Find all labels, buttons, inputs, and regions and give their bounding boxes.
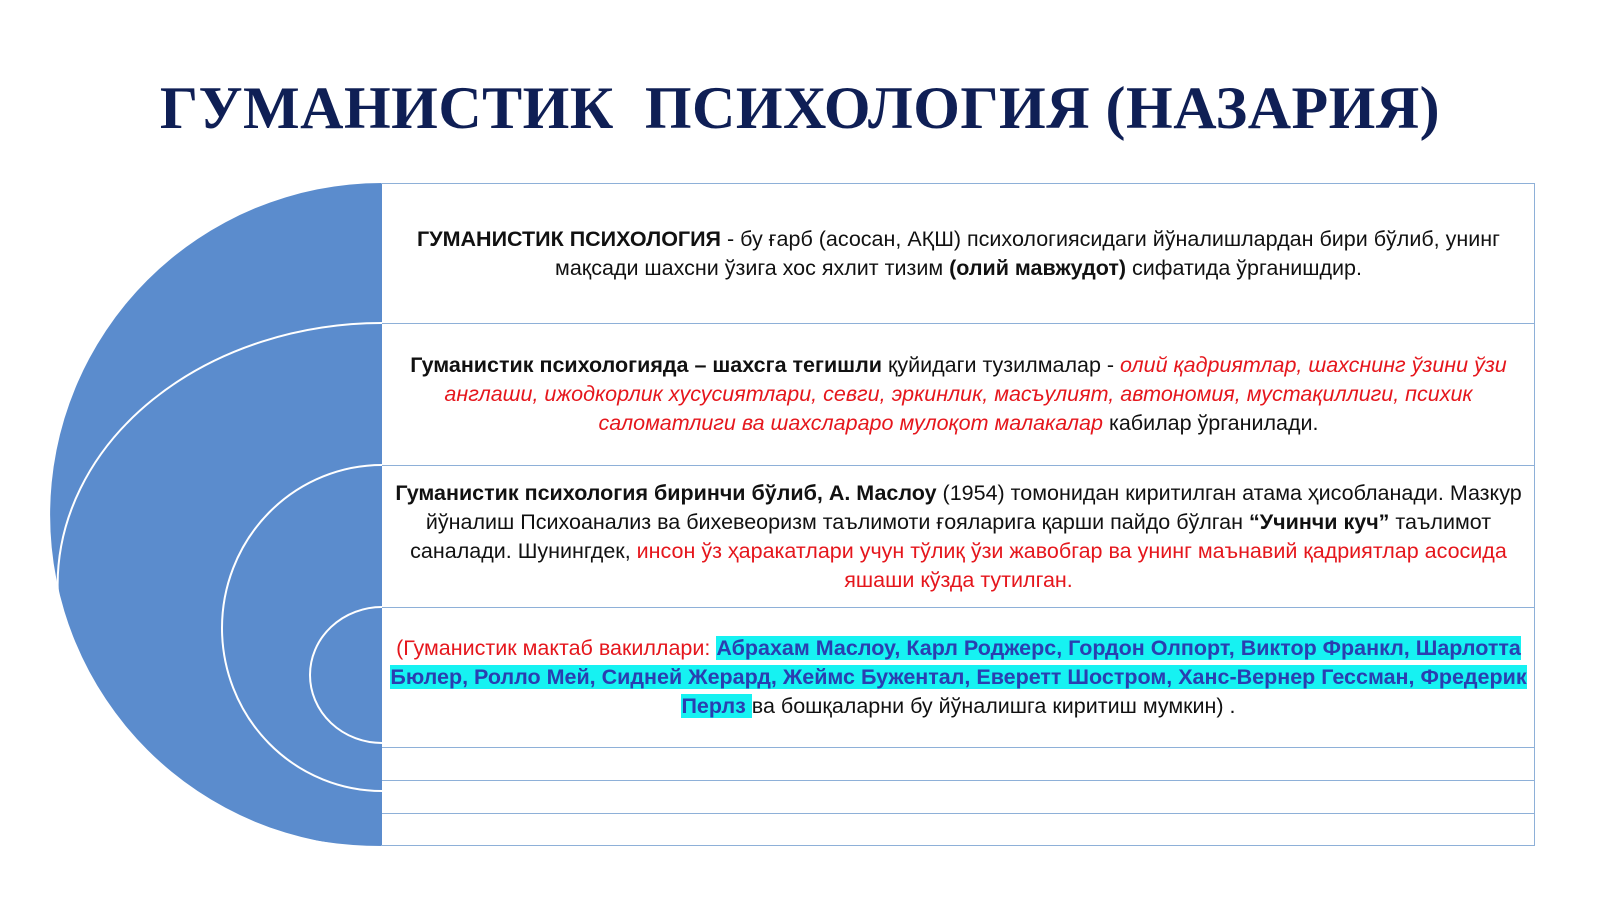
- row-text: [382, 634, 1535, 721]
- content-row-structures: [382, 323, 1535, 465]
- slide-title: ГУМАНИСТИК ПСИХОЛОГИЯ (НАЗАРИЯ): [159, 75, 1441, 141]
- row-text-segment: “Учинчи куч”: [1249, 509, 1390, 534]
- row-text-segment: инсон ўз ҳаракатлари учун тўлиқ ўзи жавобгар ва унинг маънавий қадриятлар асосида яшаши кўзда тутилган.: [636, 538, 1507, 592]
- empty-row: [382, 813, 1535, 847]
- row-text-segment: (1954) томонидан киритилган атама ҳисобланади. Мазкур йўналиш Психоанализ ва бихевеоризм таълимоти ғояларига қарши пайдо бўлган: [425, 480, 1522, 534]
- content-row-definition: [382, 183, 1535, 323]
- row-text-segment: ва бошқаларни бу йўналишга киритиш мумкин) .: [751, 694, 1236, 718]
- row-text: [382, 225, 1535, 283]
- large-half-disc: [50, 183, 382, 847]
- row-text-segment: таълимот саналади. Шунингдек,: [410, 509, 1492, 563]
- row-text-segment: кабилар ўрганилади.: [1102, 411, 1319, 435]
- row-text-segment: олий қадриятлар, шахснинг ўзини ўзи англаши, ижодкорлик хусусиятлари, севги, эркинлик, масъулият, автономия, мустақиллиги, психик саломатлиги ва шахслараро мулоқот малакалар: [444, 353, 1507, 435]
- row-text: [382, 351, 1535, 438]
- content-row-representatives: [382, 607, 1535, 747]
- row-text: [382, 479, 1535, 595]
- row-text-segment: - бу ғарб (асосан, АҚШ) психологиясидаги йўналишлардан бири бўлиб, унинг мақсади шахсни ўзига хос яхлит тизим: [555, 226, 1500, 280]
- empty-row: [382, 747, 1535, 780]
- row-text-segment: сифатида ўрганишдир.: [1126, 255, 1362, 280]
- row-text-segment: ГУМАНИСТИК ПСИХОЛОГИЯ: [417, 226, 722, 251]
- row-text-segment: қуйидаги тузилмалар -: [881, 353, 1121, 377]
- row-text-segment: (олий мавжудот): [949, 255, 1127, 280]
- empty-row: [382, 780, 1535, 813]
- row-text-segment: (Гуманистик мактаб вакиллари:: [396, 636, 717, 660]
- row-text-segment: Гуманистик психология биринчи бўлиб, А. Маслоу: [395, 480, 937, 505]
- content-row-origin: [382, 465, 1535, 607]
- row-text-segment: Абрахам Маслоу, Карл Роджерс, Гордон Олпорт, Виктор Франкл, Шарлотта Бюлер, Ролло Мей, Сидней Жерард, Жеймс Бужентал, Еверетт Шостром, Ханс-Вернер Гессман, Фредерик Перлз: [390, 636, 1527, 718]
- row-text-segment: Гуманистик психологияда – шахсга тегишли: [410, 353, 882, 377]
